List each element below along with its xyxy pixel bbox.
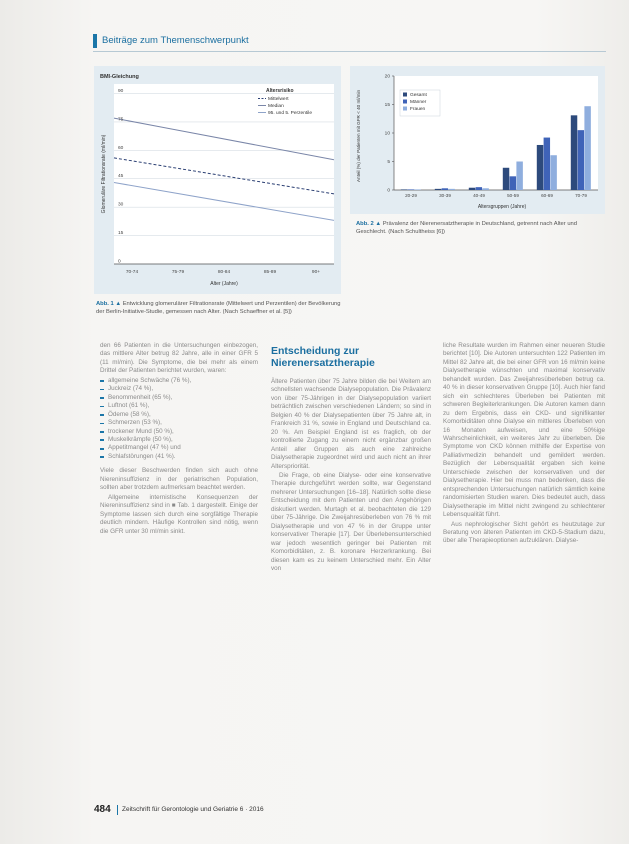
chart2-bar bbox=[401, 189, 407, 190]
figure-2-caption-text: Prävalenz der Nierenersatztherapie in Deutschland, getrennt nach Alter und Geschlecht. (Nach Schultheiss [6]) bbox=[356, 221, 577, 235]
chart2-ytick: 20 bbox=[384, 74, 390, 80]
chart2-bar bbox=[503, 168, 509, 190]
chart1-ytick: 60 bbox=[118, 145, 124, 151]
chart1-legend-title: Altersrisiko bbox=[266, 88, 294, 94]
chart2-bar bbox=[516, 162, 522, 191]
header-accent-bar bbox=[93, 34, 97, 48]
chart2-bar bbox=[435, 189, 441, 190]
chart1-legend-label: Mittelwert bbox=[268, 97, 289, 102]
col3-paragraph-1: liche Resultate wurden im Rahmen einer neueren Studie berichtet [10]. Die Autoren untersuchten 122 Patienten im Mittel 82 Jahre alt, die bei einer GFR von 16 ml/min keine Dialysetherapie wünschten und maximal konservativ behandelt wurden. Das Zweijahresüberleben betrug ca. 40 % in dieser konservativen Gruppe [10]. Auch hier fand sich ein schlechteres Überleben bei Patienten mit schweren Begleiterkrankungen. Die Autoren kamen dann zu dem Ergebnis, dass ein CKD- und signifikanter Komorbiditäten ohne Dialyse ein mittleres Überleben von 16 Monaten aufweisen, und eine 50%ige Wahrscheinlichkeit, ein weiteres Jahr zu überleben. Die Symptome von CKD können mithilfe der Expertise von Palliativmedizin behandelt und gemildert werden. Bezüglich der Lebensqualität ergaben sich keine Unterschiede zwischen der konservativen und der Dialysetherapie. Hier bei muss man bedenken, dass die entsprechenden Untersuchungen natürlich sämtlich keine randomisierten Studien waren. Dies bedeutet auch, dass Dialysetherapie im Mittel nicht zwingend zu schlechterer Lebensqualität führt. bbox=[443, 342, 605, 519]
figure-1-line-chart bbox=[94, 66, 341, 294]
figure-1-header-label: BMI-Gleichung bbox=[100, 74, 139, 80]
chart2-xlabel: Altersgruppen (Jahre) bbox=[477, 204, 527, 210]
symptom-item: Luftnot (61 %), bbox=[100, 402, 258, 410]
figure-1 bbox=[94, 66, 341, 294]
symptom-item: Juckreiz (74 %), bbox=[100, 385, 258, 393]
chart1-legend-label: Median bbox=[268, 104, 284, 109]
chart2-legend-swatch bbox=[403, 93, 407, 97]
chart2-legend-label: Frauen bbox=[410, 107, 426, 112]
page-number: 484 bbox=[94, 804, 111, 815]
chart2-ylabel: Anteil (%) der Patienten mit GFR < 40 ml/min bbox=[356, 89, 361, 183]
section-header: Beiträge zum Themenschwerpunkt bbox=[102, 35, 249, 46]
chart2-legend-label: Männer bbox=[410, 100, 427, 105]
chart2-bar bbox=[550, 155, 556, 190]
figure-1-caption bbox=[96, 301, 341, 316]
chart2-bar bbox=[408, 189, 414, 190]
chart1-xtick: 90+ bbox=[311, 270, 321, 275]
chart2-ytick: 10 bbox=[384, 131, 390, 137]
chart2-bar bbox=[414, 189, 420, 190]
chart2-bar bbox=[584, 106, 590, 190]
chart2-legend-label: Gesamt bbox=[410, 93, 427, 98]
figure-2-caption-lead: Abb. 2 ▲ bbox=[356, 221, 382, 227]
symptom-item: Benommenheit (65 %), bbox=[100, 394, 258, 402]
chart1-xtick: 70-74 bbox=[125, 270, 139, 275]
chart2-xtick: 70-79 bbox=[575, 193, 587, 198]
header-divider bbox=[93, 51, 606, 52]
figure-2-bar-chart bbox=[350, 66, 605, 214]
symptom-item: Schmerzen (53 %), bbox=[100, 419, 258, 427]
col2-paragraph-2: Die Frage, ob eine Dialyse- oder eine konservative Therapie durchgeführt werden sollte, war Gegenstand mehrerer Untersuchungen [16–18]. Natürlich sollte diese Entscheidung mit dem Patienten und den Angehörigen diskutiert werden. Murtagh et al. beobachteten die 129 über 75-Jährige. Die Zweijahresüberleben von 76 % mit Dialysetherapie und von 47 % in der Gruppe unter konservativer Therapie [17]. Der Überlebensunterschied war jedoch wesentlich geringer bei Patienten mit Komorbiditäten, z. B. koronare Herzerkrankung. Bei diesen kam es zu keinem Unterschied mehr. Ein Alter von bbox=[271, 471, 431, 572]
chart1-ytick: 90 bbox=[118, 88, 124, 94]
chart2-xtick: 50-59 bbox=[507, 193, 519, 198]
chart1-xtick: 75-79 bbox=[171, 270, 185, 275]
chart2-bar bbox=[578, 130, 584, 190]
chart2-bar bbox=[469, 188, 475, 190]
chart2-ytick: 15 bbox=[384, 103, 390, 109]
symptom-item: Appetitmangel (47 %) und bbox=[100, 444, 258, 452]
chart2-bar bbox=[510, 176, 516, 190]
chart1-ytick: 45 bbox=[118, 174, 124, 180]
journal-reference: Zeitschrift für Gerontologie und Geriatrie 6 · 2016 bbox=[122, 806, 264, 813]
chart1-xlabel: Alter (Jahre) bbox=[210, 281, 238, 287]
col2-paragraph-1: Ältere Patienten über 75 Jahre bilden die bei Weitem am schnellsten wachsende Dialysepopulation. Die Prävalenz von über 75-Jährigen in der Dialysepopulation variiert beträchtlich zwischen verschiedenen Ländern; so sind in Belgien 40 % der Dialysepatienten über 75 Jahre alt, in Frankreich 31 %, sowie in England und Deutschland ca. 20 %. Am Beispiel England ist es fraglich, ob der kontrollierte Zugang zu einem nicht ergänzbar großen Anteil aller Gruppen als auch eine zahlreiche Dialysetherapie zugeordnet wird und auch nicht an ihrer Alterspriorität. bbox=[271, 378, 431, 470]
chart2-xtick: 30-39 bbox=[439, 193, 451, 198]
chart2-xtick: 20-29 bbox=[405, 193, 417, 198]
chart1-ylabel: Glomeruläre Filtrationsrate (ml/min) bbox=[101, 134, 107, 214]
chart1-xtick: 85-89 bbox=[263, 270, 277, 275]
chart2-bar bbox=[544, 138, 550, 190]
chart2-xtick: 60-69 bbox=[541, 193, 553, 198]
col3-paragraph-2: Aus nephrologischer Sicht gehört es heutzutage zur Beratung von älteren Patienten im CKD-5-Stadium dazu, über alle Therapieoptionen aufzuklären. Dialyse- bbox=[443, 520, 605, 545]
chart1-ytick: 30 bbox=[118, 202, 124, 208]
text-column-3 bbox=[443, 342, 605, 547]
figure-2-caption bbox=[356, 221, 604, 236]
chart1-xtick: 80-84 bbox=[217, 270, 231, 275]
text-column-1 bbox=[100, 342, 258, 537]
col1-intro: den 66 Patienten in die Untersuchungen einbezogen, das mittlere Alter betrug 82 Jahre, alle in einer GFR 5 (11 ml/min). Die Symptome, die bei mehr als einem Drittel der Patienten berichtet wurden, waren: bbox=[100, 342, 258, 375]
chart2-bar bbox=[571, 115, 577, 190]
col1-paragraph-2: Viele dieser Beschwerden finden sich auch ohne Niereninsuffizienz in der geriatrischen Population, sollten aber trotzdem aufmerksam beachtet werden. bbox=[100, 467, 258, 492]
chart1-ytick: 15 bbox=[118, 231, 124, 237]
figure-1-caption-lead: Abb. 1 ▲ bbox=[96, 301, 122, 307]
symptom-list bbox=[100, 377, 258, 462]
figure-1-caption-text: Entwicklung glomerulärer Filtrationsrate (Mittelwert und Perzentilen) der Bevölkerung der Berlin-Initiative-Studie, gemessen nach Alter. (Nach Schaeffner et al. [5]) bbox=[96, 301, 341, 315]
chart2-ytick: 5 bbox=[387, 160, 390, 166]
chart2-bar bbox=[537, 145, 543, 190]
symptom-item: Schlafstörungen (41 %). bbox=[100, 453, 258, 461]
chart2-bar bbox=[448, 189, 454, 190]
footer-divider bbox=[117, 805, 118, 815]
chart2-bar bbox=[476, 187, 482, 190]
chart2-legend-swatch bbox=[403, 100, 407, 104]
symptom-item: Muskelkrämpfe (50 %), bbox=[100, 436, 258, 444]
chart2-ytick: 0 bbox=[387, 188, 390, 194]
symptom-item: allgemeine Schwäche (76 %), bbox=[100, 377, 258, 385]
section-title: Entscheidung zur Nierenersatztherapie bbox=[271, 345, 375, 369]
symptom-item: trockener Mund (50 %), bbox=[100, 428, 258, 436]
text-column-2 bbox=[271, 378, 431, 574]
chart2-bar bbox=[482, 188, 488, 190]
chart2-xtick: 40-49 bbox=[473, 193, 485, 198]
chart2-legend-swatch bbox=[403, 107, 407, 111]
chart1-ytick: 0 bbox=[118, 259, 121, 265]
col1-paragraph-3: Allgemeine internistische Konsequenzen der Niereninsuffizienz sind in ■ Tab. 1 dargestellt. Einige der Symptome lassen sich durch eine sorgfältige Therapie deutlich mindern. Häufige Kontrollen sind nötig, wenn die GFR unter 30 ml/min sinkt. bbox=[100, 493, 258, 535]
chart2-bar bbox=[442, 188, 448, 190]
figure-2 bbox=[350, 66, 605, 214]
chart1-ytick: 75 bbox=[118, 117, 124, 123]
chart1-legend-label: 95. und 5. Perzentile bbox=[268, 111, 313, 116]
symptom-item: Ödeme (58 %), bbox=[100, 411, 258, 419]
